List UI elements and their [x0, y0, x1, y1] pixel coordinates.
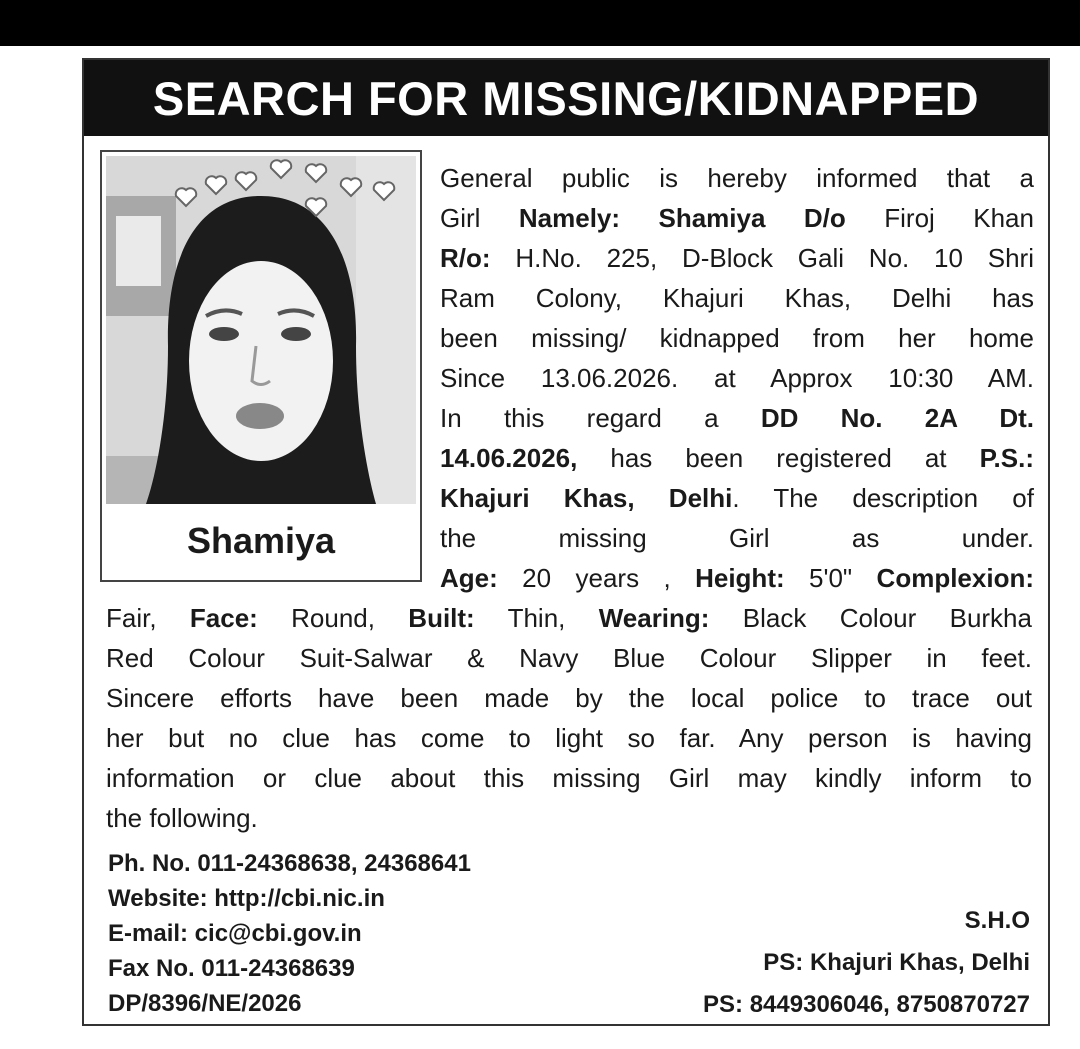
text-line	[440, 558, 1034, 598]
text-line	[440, 478, 1034, 518]
missing-person-notice	[82, 58, 1050, 1026]
contact-details	[108, 846, 471, 1021]
text-segment: Red Colour Suit-Salwar & Navy Blue Colour Slipper in feet.	[106, 643, 1032, 673]
bold-text-segment: Khajuri Khas, Delhi	[440, 483, 733, 513]
text-line	[440, 238, 1034, 278]
notice-description-text	[106, 598, 1032, 838]
text-segment: In this regard a	[440, 403, 761, 433]
photo-caption: Shamiya	[186, 520, 336, 561]
text-segment: H.No. 225, D-Block Gali No. 10 Shri	[490, 243, 1034, 273]
bold-text-segment: Built:	[408, 603, 475, 633]
text-line	[440, 438, 1034, 478]
text-line	[440, 278, 1034, 318]
bold-text-segment: Wearing:	[598, 603, 710, 633]
text-line	[440, 198, 1034, 238]
text-segment: General public is hereby informed that a	[440, 163, 1034, 193]
bold-text-segment: Age:	[440, 563, 498, 593]
text-segment: 20 years ,	[497, 563, 696, 593]
text-line	[106, 758, 1032, 798]
text-segment: information or clue about this missing Girl may kindly inform to	[106, 763, 1032, 793]
text-segment: Firoj Khan	[845, 203, 1034, 233]
reference-number: DP/8396/NE/2026	[108, 990, 302, 1017]
email-text: E-mail: cic@cbi.gov.in	[108, 920, 362, 947]
bold-text-segment: Face:	[189, 603, 258, 633]
sho-signature-block	[703, 900, 1030, 1026]
text-line	[440, 318, 1034, 358]
top-black-bar	[0, 0, 1080, 46]
text-line	[106, 678, 1032, 718]
website-text: Website: http://cbi.nic.in	[108, 885, 385, 912]
notice-body-text	[440, 158, 1034, 598]
text-segment: the following.	[106, 803, 258, 833]
text-line	[440, 358, 1034, 398]
text-segment: been missing/ kidnapped from her home	[440, 323, 1034, 353]
bold-text-segment: R/o:	[440, 243, 491, 273]
text-segment: has been registered at	[577, 443, 980, 473]
text-segment: Round,	[257, 603, 409, 633]
text-segment: Black Colour Burkha	[709, 603, 1032, 633]
phone-number: Ph. No. 011-24368638, 24368641	[108, 850, 471, 877]
text-line	[106, 638, 1032, 678]
police-station-name: PS: Khajuri Khas, Delhi	[763, 949, 1030, 976]
bold-text-segment: 14.06.2026,	[440, 443, 578, 473]
bold-text-segment: P.S.:	[979, 443, 1034, 473]
text-line	[106, 598, 1032, 638]
text-line	[106, 718, 1032, 758]
text-line	[440, 158, 1034, 198]
photo-frame	[100, 150, 422, 582]
bold-text-segment: Complexion:	[876, 563, 1034, 593]
text-line	[440, 518, 1034, 558]
text-segment: Sincere efforts have been made by the local police to trace out	[106, 683, 1032, 713]
police-station-phones: PS: 8449306046, 8750870727	[703, 991, 1030, 1018]
sho-title: S.H.O	[964, 907, 1030, 934]
missing-person-photo	[106, 156, 416, 504]
text-segment: 5'0"	[784, 563, 877, 593]
notice-headline: SEARCH FOR MISSING/KIDNAPPED	[84, 60, 1048, 136]
text-segment: Ram Colony, Khajuri Khas, Delhi has	[440, 283, 1034, 313]
bold-text-segment: Height:	[695, 563, 785, 593]
text-segment: Since 13.06.2026. at Approx 10:30 AM.	[440, 363, 1034, 393]
fax-number: Fax No. 011-24368639	[108, 955, 355, 982]
text-line	[440, 398, 1034, 438]
text-line	[106, 798, 1032, 838]
text-segment: her but no clue has come to light so far. Any person is having	[106, 723, 1032, 753]
text-segment: the missing Girl as under.	[440, 523, 1034, 553]
bold-text-segment: DD No. 2A Dt.	[760, 403, 1034, 433]
bold-text-segment: Namely: Shamiya D/o	[518, 203, 846, 233]
text-segment: Thin,	[474, 603, 599, 633]
text-segment: . The description of	[732, 483, 1034, 513]
text-segment: Girl	[440, 203, 519, 233]
text-segment: Fair,	[106, 603, 190, 633]
